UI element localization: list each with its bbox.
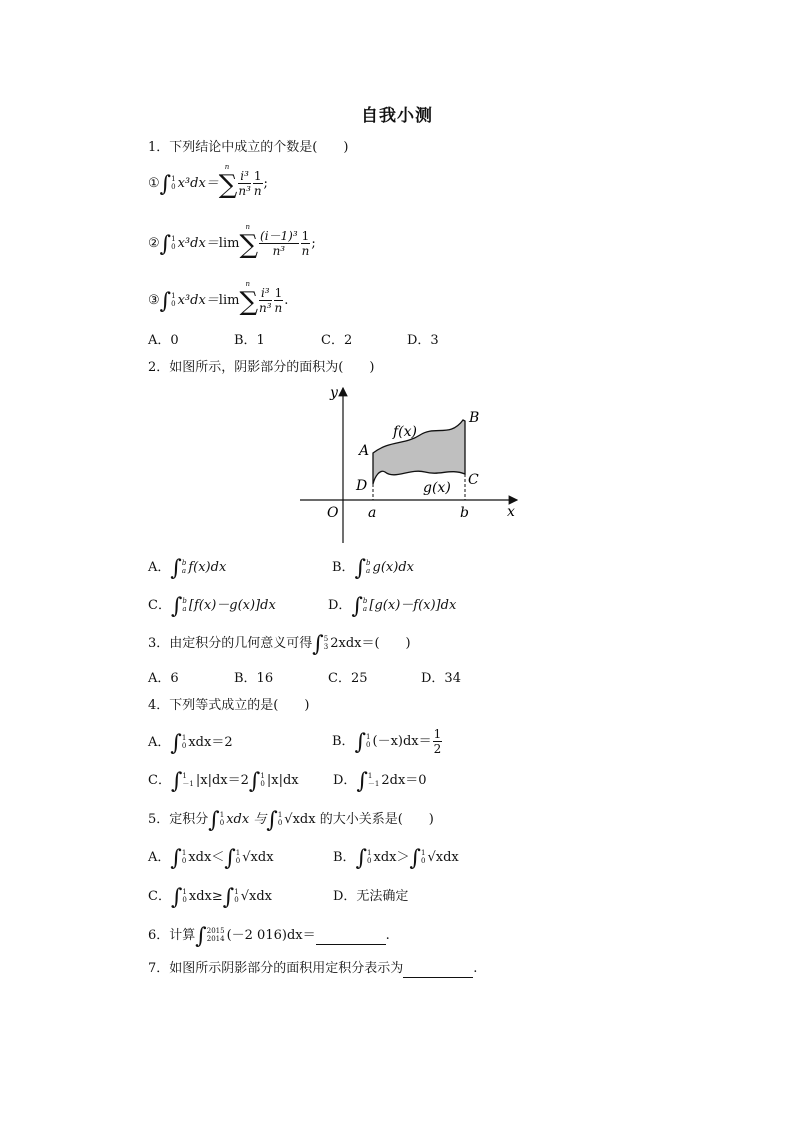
q4-stem: 4．下列等式成立的是( ) (148, 698, 310, 713)
integral-sign: ∫ (354, 730, 367, 755)
label-y: y (330, 385, 338, 401)
q5-stem: 5．定积分∫1 0 xdx 与∫1 0 √xdx 的大小关系是( ) (148, 808, 434, 833)
q2-option-a: A．∫b a f(x)dx (148, 556, 227, 581)
q3-stem: 3．由定积分的几何意义可得∫5 3 2xdx＝( ) (148, 632, 411, 657)
integral-sign: ∫ (224, 846, 236, 871)
answer-blank (403, 964, 473, 978)
label-x: x (507, 504, 515, 520)
q2-figure (295, 380, 525, 550)
fraction: $\frac{1}{2}$ (433, 727, 442, 756)
q6-stem: 6．计算∫2015 2014 (－2 016)dx＝ . (148, 924, 390, 949)
q1-statement-1: ①∫1 0 x³dx＝∑ n $\frac{\text{i³}}{\text{n³}}$ $\frac{1}{n}$ ; (148, 163, 268, 200)
q1-s3-label: ③ (148, 293, 160, 308)
q1-s2-label: ② (148, 236, 160, 251)
integral-sign: ∫ (170, 556, 182, 581)
q3-option-b: B．16 (234, 671, 274, 686)
label-B: B (469, 410, 480, 426)
q7-stem: 7．如图所示阴影部分的面积用定积分表示为 . (148, 961, 478, 976)
q2-option-b: B．∫b a g(x)dx (332, 556, 414, 581)
sigma-icon: ∑ n (239, 280, 259, 317)
label-origin: O (327, 505, 339, 521)
q3-option-d: D．34 (421, 671, 461, 686)
sigma-icon: ∑ n (239, 223, 259, 260)
integral-sign: ∫ (170, 594, 183, 619)
q1-option-b: B．1 (234, 333, 265, 348)
q1-s1-label: ① (148, 176, 160, 191)
label-a: a (368, 505, 377, 521)
answer-blank (316, 931, 386, 945)
fraction: $\frac{1}{n}$ (301, 229, 310, 258)
shaded-region (373, 420, 465, 484)
integral-sign: ∫ (170, 731, 182, 756)
q3-option-a: A．6 (148, 671, 179, 686)
integral-sign: ∫ (409, 846, 421, 871)
integral-sign: ∫ (170, 885, 183, 910)
q2-option-d: D．∫b a [g(x)－f(x)]dx (328, 594, 457, 619)
integral-sign: ∫ (208, 808, 220, 833)
integral-sign: ∫ (159, 172, 172, 197)
q4-option-b: B．∫1 0 (－x)dx＝ $\frac{1}{2}$ (332, 727, 442, 756)
q1-stem: 1．下列结论中成立的个数是( ) (148, 140, 349, 155)
label-A: A (359, 443, 370, 459)
q5-option-d: D．无法确定 (333, 889, 409, 904)
integral-sign: ∫ (355, 846, 368, 871)
fraction: $\frac{\text{i³}}{\text{n³}}$ (238, 169, 251, 198)
label-b: b (460, 505, 469, 521)
q2-option-c: C．∫b a [f(x)－g(x)]dx (148, 594, 276, 619)
integral-sign: ∫ (356, 769, 368, 794)
q1-option-c: C．2 (321, 333, 353, 348)
integral-sign: ∫ (351, 594, 363, 619)
integral-sign: ∫ (222, 885, 235, 910)
integral-sign: ∫ (266, 808, 278, 833)
integral-sign: ∫ (170, 846, 182, 871)
integral-sign: ∫ (195, 924, 207, 949)
q2-stem: 2．如图所示，阴影部分的面积为( ) (148, 360, 375, 375)
label-f: f(x) (393, 424, 418, 440)
lim: lim (218, 236, 240, 251)
fraction: $\frac{1}{n}$ (253, 169, 262, 198)
q5-option-a: A．∫1 0 xdx＜∫1 0 √xdx (148, 846, 274, 871)
integral-sign: ∫ (159, 289, 172, 314)
label-D: D (356, 478, 368, 494)
label-g: g(x) (423, 480, 451, 496)
int-upper: 1 (171, 175, 176, 184)
integral-sign: ∫ (170, 769, 183, 794)
integral-sign: ∫ (159, 232, 172, 257)
q4-option-d: D．∫1 －1 2dx＝0 (333, 769, 427, 794)
integrand: x³dx＝ (177, 176, 219, 191)
q1-option-a: A．0 (148, 333, 179, 348)
fraction: $\frac{1}{n}$ (274, 286, 283, 315)
q4-option-a: A．∫1 0 xdx＝2 (148, 731, 233, 756)
fraction: $\frac{\text{(i－1)³}}{\text{n³}}$ (260, 229, 298, 258)
label-C: C (468, 472, 479, 488)
integral-sign: ∫ (248, 769, 261, 794)
q5-option-b: B．∫1 0 xdx＞∫1 0 √xdx (333, 846, 459, 871)
sigma-icon: ∑ n (218, 163, 238, 200)
integral-sign: ∫ (312, 632, 324, 657)
q1-statement-3: ③∫1 0 x³dx＝lim∑ n $\frac{\text{i³}}{\text{n³}}$ $\frac{1}{n}$ . (148, 280, 289, 317)
q1-option-d: D．3 (407, 333, 439, 348)
page-title: 自我小测 (361, 106, 433, 126)
q5-option-c: C．∫1 0 xdx≥∫1 0 √xdx (148, 885, 272, 910)
fraction: $\frac{\text{i³}}{\text{n³}}$ (259, 286, 272, 315)
q4-option-c: C．∫1 －1 |x|dx＝2∫1 0 |x|dx (148, 769, 299, 794)
int-lower: 0 (171, 182, 176, 191)
q1-statement-2: ②∫1 0 x³dx＝lim∑ n $\frac{\text{(i－1)³}}{\text{n³}}$ $\frac{1}{n}$ ; (148, 223, 316, 260)
integral-sign: ∫ (354, 556, 367, 581)
q3-option-c: C．25 (328, 671, 368, 686)
